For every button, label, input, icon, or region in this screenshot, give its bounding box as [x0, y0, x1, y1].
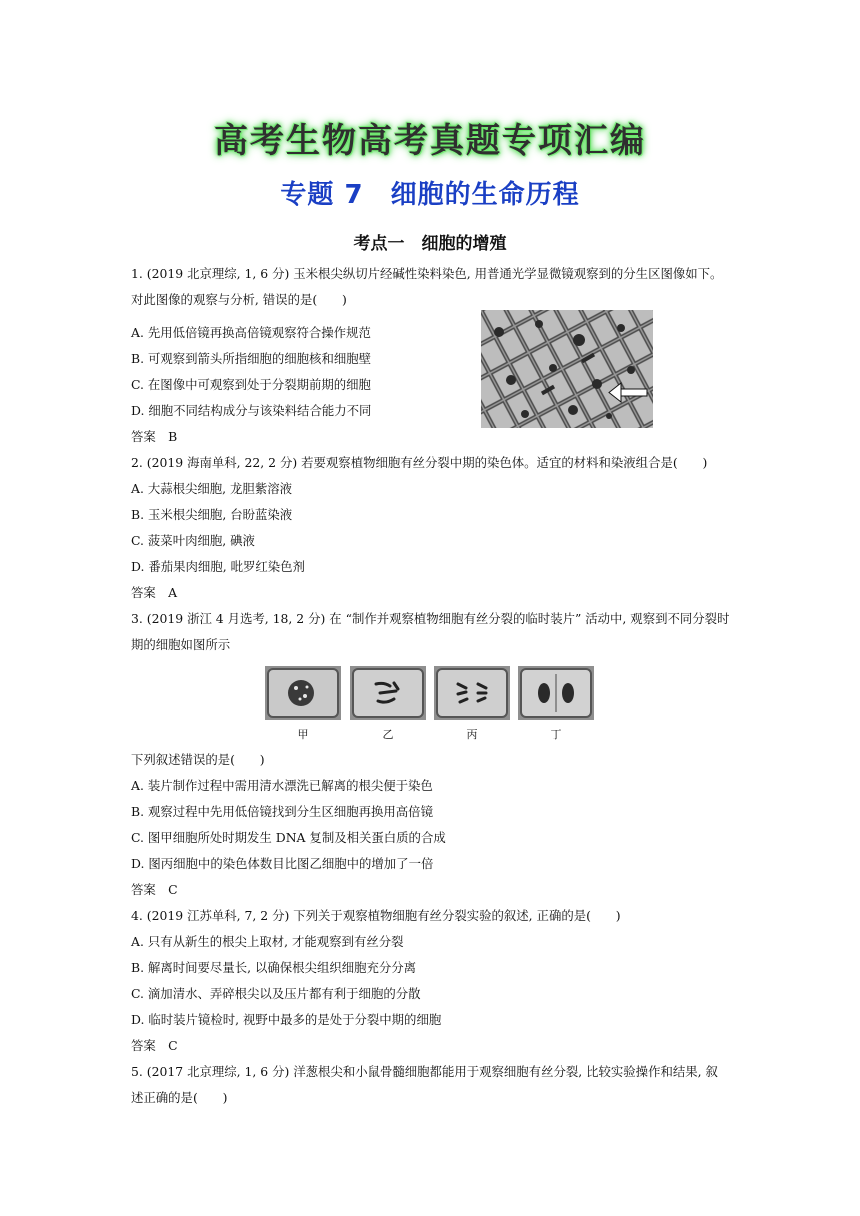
q2-option-c: C. 菠菜叶肉细胞, 碘液: [131, 533, 255, 548]
q1-stem-line-2: 对此图像的观察与分析, 错误的是( ): [131, 292, 347, 307]
q4-answer: 答案 C: [131, 1038, 178, 1053]
q4-option-d: D. 临时装片镜检时, 视野中最多的是处于分裂中期的细胞: [131, 1012, 442, 1027]
q2-option-a: A. 大蒜根尖细胞, 龙胆紫溶液: [131, 481, 292, 496]
q3-option-d: D. 图丙细胞中的染色体数目比图乙细胞中的增加了一倍: [131, 856, 434, 871]
q2-stem-line-1: 2. (2019 海南单科, 22, 2 分) 若要观察植物细胞有丝分裂中期的染色体。适宜的材料和染液组合是( ): [131, 455, 708, 470]
q3-answer: 答案 C: [131, 882, 178, 897]
q3-option-c: C. 图甲细胞所处时期发生 DNA 复制及相关蛋白质的合成: [131, 830, 446, 845]
figure-label-jia: 甲: [297, 728, 309, 741]
root-tip-micrograph: [481, 310, 653, 428]
section-title: 考点一 细胞的增殖: [353, 234, 507, 254]
q3-option-a: A. 装片制作过程中需用清水漂洗已解离的根尖便于染色: [131, 778, 433, 793]
document-banner-title: 高考生物高考真题专项汇编: [214, 121, 646, 161]
q4-option-a: A. 只有从新生的根尖上取材, 才能观察到有丝分裂: [131, 934, 404, 949]
q1-stem-line-1: 1. (2019 北京理综, 1, 6 分) 玉米根尖纵切片经碱性染料染色, 用普通光学显微镜观察到的分生区图像如下。: [131, 266, 723, 281]
figure-label-ding: 丁: [550, 728, 562, 741]
q2-option-d: D. 番茄果肉细胞, 吡罗红染色剂: [131, 559, 305, 574]
q2-option-b: B. 玉米根尖细胞, 台盼蓝染液: [131, 507, 293, 522]
q1-option-b: B. 可观察到箭头所指细胞的细胞核和细胞壁: [131, 351, 372, 366]
cell-image-bing: [434, 666, 510, 720]
figure-label-bing: 丙: [466, 728, 478, 741]
q5-stem-line-1: 5. (2017 北京理综, 1, 6 分) 洋葱根尖和小鼠骨髓细胞都能用于观察细胞有丝分裂, 比较实验操作和结果, 叙: [131, 1064, 718, 1079]
q4-option-c: C. 滴加清水、弄碎根尖以及压片都有利于细胞的分散: [131, 986, 421, 1001]
q3-option-b: B. 观察过程中先用低倍镜找到分生区细胞再换用高倍镜: [131, 804, 433, 819]
q4-stem-line-1: 4. (2019 江苏单科, 7, 2 分) 下列关于观察植物细胞有丝分裂实验的叙述, 正确的是( ): [131, 908, 621, 923]
q1-option-d: D. 细胞不同结构成分与该染料结合能力不同: [131, 403, 372, 418]
q2-answer: 答案 A: [131, 585, 178, 600]
q1-option-a: A. 先用低倍镜再换高倍镜观察符合操作规范: [131, 325, 371, 340]
q3-stem-line-1: 3. (2019 浙江 4 月选考, 18, 2 分) 在 “制作并观察植物细胞有丝分裂的临时装片” 活动中, 观察到不同分裂时: [131, 611, 730, 626]
topic-title: 专题 7 细胞的生命历程: [280, 180, 580, 210]
q3-after-figure: 下列叙述错误的是( ): [131, 752, 265, 767]
q1-answer: 答案 B: [131, 429, 178, 444]
q1-option-c: C. 在图像中可观察到处于分裂期前期的细胞: [131, 377, 371, 392]
q5-stem-line-2: 述正确的是( ): [131, 1090, 228, 1105]
q4-option-b: B. 解离时间要尽量长, 以确保根尖组织细胞充分分离: [131, 960, 417, 975]
cell-image-yi: [350, 666, 426, 720]
cell-image-jia: [265, 666, 341, 720]
figure-label-yi: 乙: [382, 728, 394, 741]
q3-stem-line-2: 期的细胞如图所示: [131, 637, 231, 652]
cell-image-ding: [518, 666, 594, 720]
